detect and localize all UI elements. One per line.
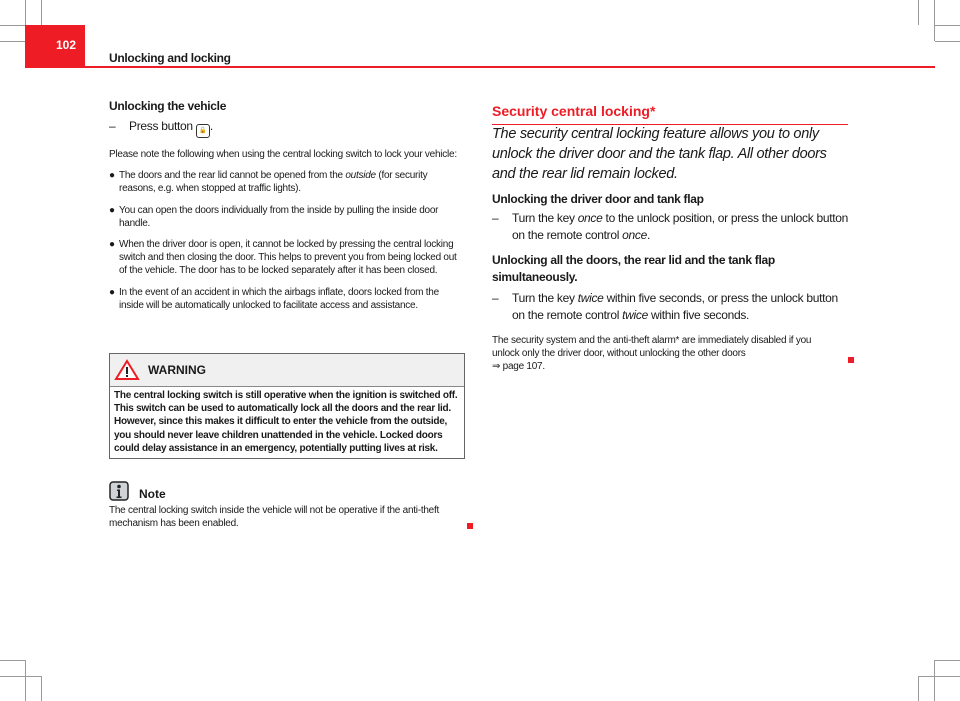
step-text: within five seconds, or press the unlock button on the remote control: [512, 291, 838, 322]
crop-mark: [25, 660, 26, 701]
bullet-text: You can open the doors individually from the inside by pulling the inside door handle.: [119, 204, 439, 229]
step-text: Turn the key: [512, 211, 578, 225]
crop-mark: [25, 0, 26, 25]
bullet-item: ● In the event of an accident in which the airbags inflate, doors locked from the inside will be automatically unlocked to facilitate access and assistance.: [109, 286, 464, 312]
bullet-item: ● The doors and the rear lid cannot be opened from the outside (for security reasons, e.g. when stopped at traffic lights).: [109, 170, 428, 195]
step-emphasis: twice: [577, 291, 604, 305]
footnote-text: The security system and the anti-theft alarm* are immediately disabled if you unlock only the driver door, without unlocking the other doors: [492, 335, 812, 360]
step-text: to the unlock position, or press the unlock button on the remote control: [512, 211, 849, 242]
step-unlock-driver: – Turn the key once to the unlock position, or press the unlock button on the remote control once.: [492, 211, 849, 242]
warning-header: [110, 354, 464, 387]
security-central-locking-title: Security central locking*: [492, 103, 848, 125]
page-number: 102: [25, 25, 85, 68]
crop-mark: [918, 676, 960, 677]
security-footnote: [492, 334, 812, 374]
step-text: .: [646, 228, 651, 242]
subheading-driver-door: Unlocking the driver door and tank flap: [492, 192, 704, 206]
bullet-item: ● You can open the doors individually from the inside by pulling the inside door handle.: [109, 204, 464, 230]
crop-mark: [0, 41, 25, 42]
bullet-text: When the driver door is open, it cannot be locked by pressing the central locking switch and then closing the door. This helps to prevent you from being locked out of the vehicle. The door has to be locked separately after it has been closed.: [119, 239, 457, 277]
subheading-all-doors: Unlocking all the doors, the rear lid and the tank flap simultaneously.: [492, 253, 775, 284]
info-icon: [109, 481, 129, 501]
warning-triangle-icon: [114, 359, 140, 381]
dash: –: [109, 119, 116, 133]
step-text: within five seconds.: [647, 308, 750, 322]
note-text: The central locking switch inside the vehicle will not be operative if the anti-theft mechanism has been enabled.: [109, 505, 440, 530]
header-rule: [25, 66, 935, 68]
step-unlock-all: – Turn the key twice within five seconds, or press the unlock button on the remote control twice within five seconds.: [492, 291, 838, 322]
warning-box: [109, 353, 465, 459]
step-emphasis: once: [622, 228, 647, 242]
crop-mark: [934, 660, 935, 701]
page-reference-link[interactable]: ⇒ page 107.: [492, 361, 545, 373]
bullet-item: ● When the driver door is open, it cannot be locked by pressing the central locking switch and then closing the door. This helps to prevent you from being locked out of the vehicle. The door has to be locked separately after it has been closed.: [109, 238, 464, 278]
right-column: [492, 124, 852, 374]
heading-unlocking-vehicle: Unlocking the vehicle: [109, 99, 227, 113]
warning-text: The central locking switch is still operative when the ignition is switched off. This switch can be used to automatically lock all the doors and the rear lid. However, since this makes it difficult to enter the vehicle from the outside, you should never leave children unattended in the vehicle. Locked doors could delay assistance in an emergency, potentially putting lives at risk.: [114, 390, 458, 454]
crop-mark: [935, 41, 960, 42]
step-text: Turn the key: [512, 291, 578, 305]
end-of-section-mark: [467, 523, 473, 529]
unlock-key-icon: 🔓: [196, 124, 210, 138]
note-block: [109, 481, 459, 530]
step-end: .: [209, 119, 213, 133]
crop-mark: [0, 676, 41, 677]
right-intro: The security central locking feature allows you to only unlock the driver door and the tank flap. All other doors and the rear lid remain locked.: [492, 126, 827, 182]
crop-mark: [0, 660, 25, 661]
crop-mark: [918, 676, 919, 701]
crop-mark: [918, 0, 919, 25]
bullet-text: The doors and the rear lid cannot be opened from the: [119, 170, 346, 182]
step-text: Press button: [129, 119, 193, 133]
section-title: Unlocking and locking: [109, 51, 231, 65]
step-emphasis: once: [577, 211, 603, 225]
end-of-section-mark: [848, 357, 854, 363]
crop-mark: [41, 676, 42, 701]
warning-title: WARNING: [148, 363, 206, 377]
bullet-emphasis: outside: [345, 170, 376, 182]
note-title: Note: [139, 487, 166, 501]
left-column: [109, 98, 464, 312]
step-emphasis: twice: [622, 308, 648, 322]
crop-mark: [935, 660, 960, 661]
crop-mark: [935, 25, 960, 26]
crop-mark: [0, 25, 25, 26]
bullet-text: In the event of an accident in which the airbags inflate, doors locked from the inside will be automatically unlocked to facilitate access and assistance.: [119, 286, 439, 311]
crop-mark: [934, 0, 935, 41]
bullet-text: (for security reasons, e.g. when stopped at traffic lights).: [119, 170, 428, 195]
intro-text: Please note the following when using the central locking switch to lock your vehicle:: [109, 149, 457, 160]
press-button-step: [109, 118, 464, 138]
crop-mark: [41, 0, 42, 25]
